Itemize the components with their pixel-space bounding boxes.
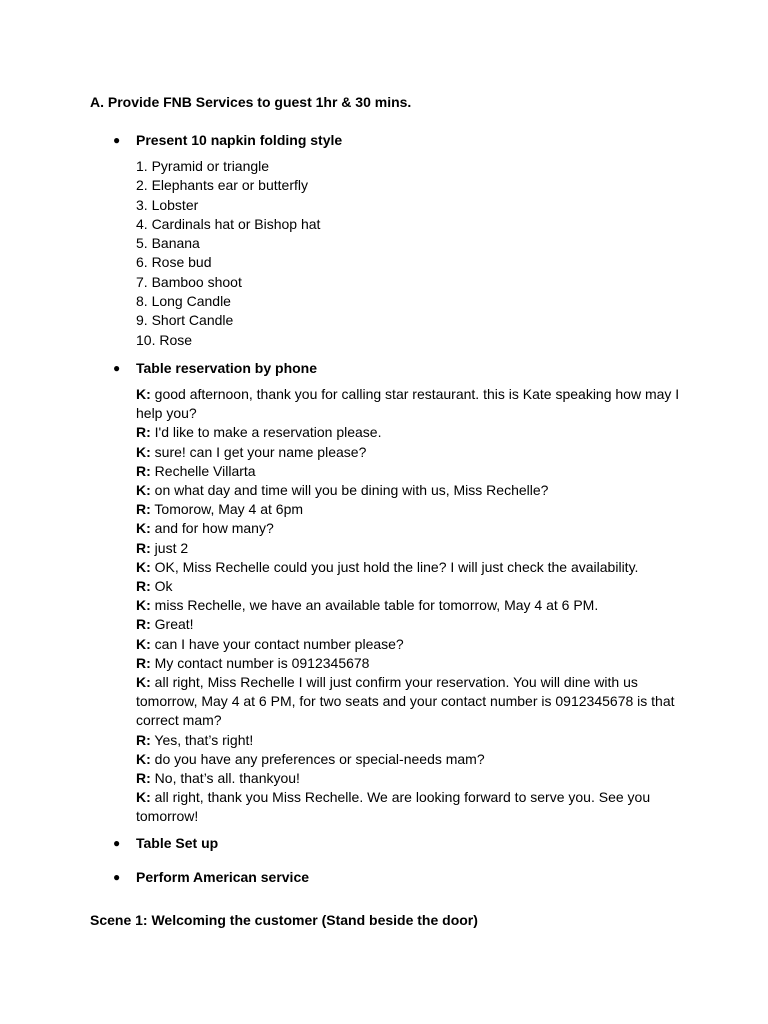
speaker: R: [136,731,151,748]
dialog-line [136,423,696,442]
utterance: good afternoon, thank you for calling star restaurant. this is Kate speaking how may I help you? [136,386,680,422]
bullet-dot-icon: ● [113,836,121,850]
speaker: R: [136,501,151,518]
bullet-american-title [0,868,768,887]
utterance: all right, thank you Miss Rechelle. We are looking forward to serve you. See you tomorrow! [136,789,651,825]
speaker: R: [136,539,151,556]
dialog-line [136,385,696,423]
utterance: OK, Miss Rechelle could you just hold the line? I will just check the availability. [150,558,639,575]
utterance: miss Rechelle, we have an available table for tomorrow, May 4 at 6 PM. [150,597,599,614]
speaker: K: [136,597,151,614]
utterance: Great! [150,616,194,633]
dialog-line [136,635,696,654]
dialog-line [136,443,696,462]
dialog-line [136,731,696,750]
list-item: 6. Rose bud [136,254,212,271]
speaker: K: [136,520,151,537]
list-item: 7. Bamboo shoot [136,273,242,290]
list-item: 1. Pyramid or triangle [136,158,270,174]
dialog-line [136,558,696,577]
list-item: 5. Banana [136,235,200,252]
bullet-dot-icon: ● [113,133,121,147]
speaker: K: [136,482,151,499]
utterance: all right, Miss Rechelle I will just confirm your reservation. You will dine with us tomorrow, May 4 at 6 PM, for two seats and your contact number is 0912345678 is that correct mam? [136,674,675,729]
napkin-list [0,157,768,350]
section-heading: A. Provide FNB Services to guest 1hr & 30 mins. [90,94,412,110]
utterance: My contact number is 0912345678 [150,654,370,671]
dialog-line [136,481,696,500]
speaker: R: [136,616,151,633]
utterance: just 2 [150,539,189,556]
setup-section [0,834,768,853]
dialog-line [136,500,696,519]
dialog-line [136,615,696,634]
reservation-section [0,359,768,827]
bullet-dot-icon: ● [113,870,121,884]
bullet-setup-title [0,834,768,853]
utterance: and for how many? [150,520,274,537]
utterance: Yes, that’s right! [150,731,254,748]
utterance: sure! can I get your name please? [150,443,367,460]
speaker: R: [136,424,151,441]
dialog-line [136,462,696,481]
speaker: K: [136,674,151,691]
utterance: can I have your contact number please? [150,635,404,652]
utterance: I'd like to make a reservation please. [150,424,382,441]
dialog-line [136,539,696,558]
dialog-line [136,596,696,615]
scene-heading: Scene 1: Welcoming the customer (Stand beside the door) [90,912,478,928]
speaker: R: [136,654,151,671]
speaker: R: [136,578,151,595]
speaker: K: [136,558,151,575]
list-item: 2. Elephants ear or butterfly [136,177,308,194]
setup-title: Table Set up [136,835,219,851]
utterance: do you have any preferences or special-needs mam? [150,750,485,767]
bullet-dot-icon: ● [113,361,121,375]
dialog-line [136,673,696,731]
speaker: K: [136,635,151,652]
utterance: No, that’s all. thankyou! [150,770,300,787]
speaker: R: [136,770,151,787]
list-item: 8. Long Candle [136,293,231,310]
speaker: K: [136,443,151,460]
dialog-line [136,577,696,596]
reservation-title: Table reservation by phone [136,360,318,376]
dialog-line [136,769,696,788]
american-title: Perform American service [136,869,310,885]
utterance: Tomorow, May 4 at 6pm [150,501,304,518]
utterance: Rechelle Villarta [150,462,256,479]
napkin-section [0,131,768,350]
american-section [0,868,768,887]
utterance: on what day and time will you be dining with us, Miss Rechelle? [150,482,549,499]
reservation-dialog [0,385,696,827]
list-item: 4. Cardinals hat or Bishop hat [136,215,321,232]
napkin-title: Present 10 napkin folding style [136,132,343,148]
utterance: Ok [150,578,173,595]
bullet-reservation-title [0,359,768,378]
dialog-line [136,519,696,538]
speaker: K: [136,789,151,806]
bullet-napkin-title [0,131,768,150]
dialog-line [136,654,696,673]
speaker: K: [136,750,151,767]
list-item: 3. Lobster [136,196,199,213]
list-item: 10. Rose [136,331,193,348]
dialog-line [136,750,696,769]
dialog-line [136,788,696,826]
list-item: 9. Short Candle [136,312,234,329]
speaker: R: [136,462,151,479]
speaker: K: [136,386,151,402]
